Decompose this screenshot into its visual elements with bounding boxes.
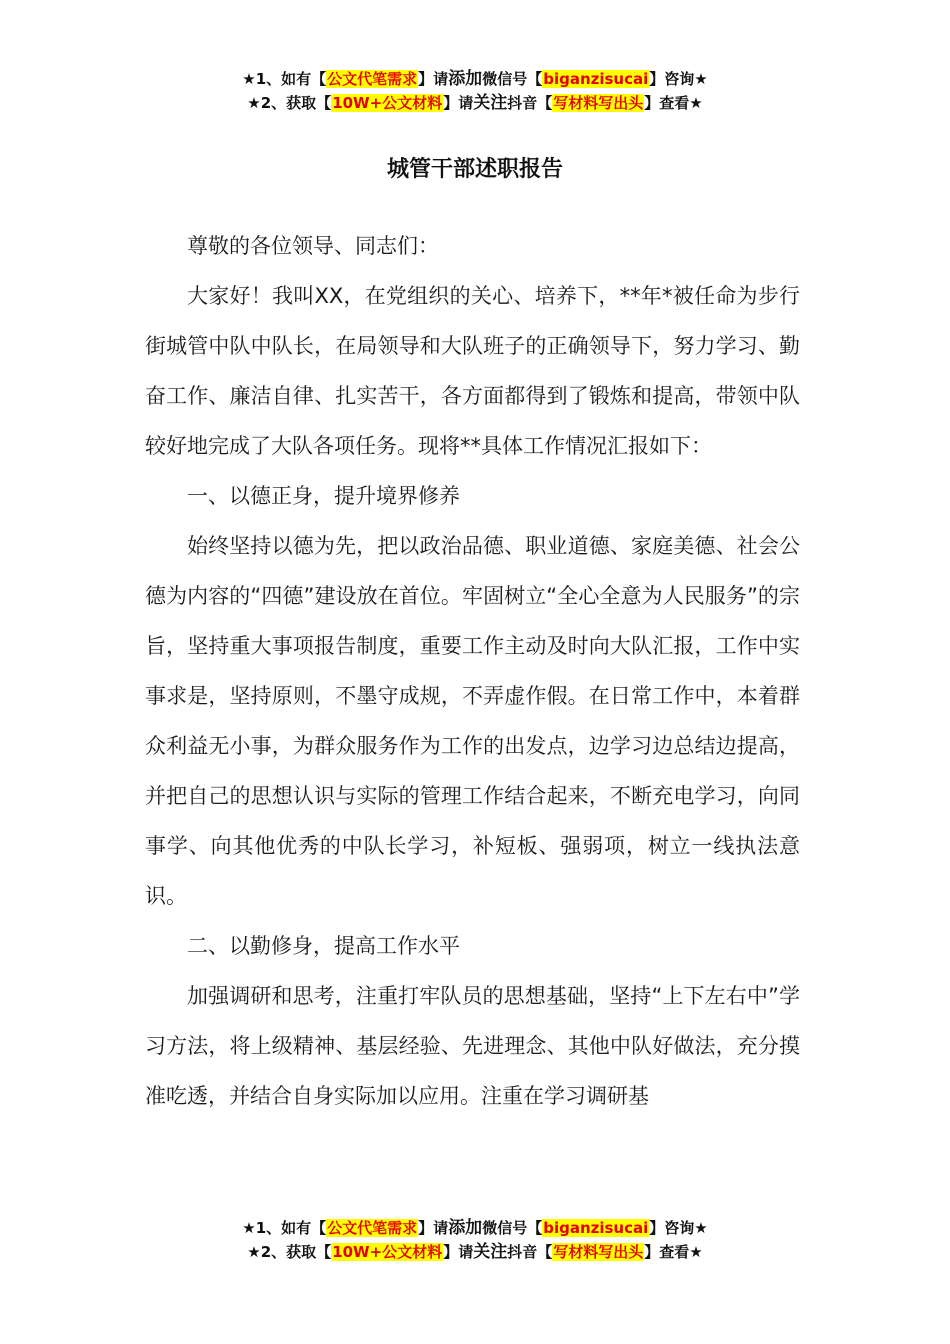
banner-text: 】请 (443, 94, 474, 112)
highlight-service: 公文代笔需求 (327, 1219, 418, 1237)
banner-emphasis: 添加 (448, 1218, 483, 1238)
banner-text: 】请 (418, 1219, 449, 1237)
highlight-materials: 10W+公文材料 (332, 1243, 443, 1261)
paragraph-section-1: 始终坚持以德为先，把以政治品德、职业道德、家庭美德、社会公德为内容的“四德”建设放在首位。牢固树立“全心全意为人民服务”的宗旨，坚持重大事项报告制度，重要工作主动及时向大队汇报，工作中实事求是，坚持原则，不墨守成规，不弄虚作假。在日常工作中，本着群众利益无小事，为群众服务作为工作的出发点，边学习边总结边提高，并把自己的思想认识与实际的管理工作结合起来，不断充电学习，向同事学、向其他优秀的中队长学习，补短板、强弱项，树立一线执法意识。 (145, 534, 800, 908)
banner-line-2 (0, 1240, 950, 1264)
footer-banner (0, 1216, 950, 1264)
section-heading-2: 二、以勤修身，提高工作水平 (187, 934, 460, 958)
banner-text: 】咨询★ (649, 1219, 708, 1237)
banner-line-1 (0, 67, 950, 91)
banner-text: 微信号【 (482, 1219, 543, 1237)
banner-text: ★2、获取【 (247, 94, 332, 112)
banner-text: 】请 (418, 70, 449, 88)
highlight-wechat-id: biganzisucai (543, 1219, 649, 1237)
highlight-douyin-id: 写材料写出头 (553, 1243, 644, 1261)
banner-text: ★1、如有【 (242, 1219, 327, 1237)
banner-text: 抖音【 (507, 1243, 553, 1261)
highlight-materials: 10W+公文材料 (332, 94, 443, 112)
banner-text: 】请 (443, 1243, 474, 1261)
document-body (145, 221, 800, 1121)
banner-text: 】查看★ (644, 1243, 703, 1261)
highlight-wechat-id: biganzisucai (543, 70, 649, 88)
highlight-service: 公文代笔需求 (327, 70, 418, 88)
header-banner (0, 67, 950, 115)
section-heading-1: 一、以德正身，提升境界修养 (187, 484, 460, 508)
banner-emphasis: 关注 (473, 93, 508, 113)
banner-text: ★2、获取【 (247, 1243, 332, 1261)
banner-emphasis: 添加 (448, 69, 483, 89)
banner-emphasis: 关注 (473, 1242, 508, 1262)
highlight-douyin-id: 写材料写出头 (553, 94, 644, 112)
document-title: 城管干部述职报告 (386, 157, 563, 182)
paragraph-section-2: 加强调研和思考，注重打牢队员的思想基础，坚持“上下左右中”学习方法，将上级精神、基层经验、先进理念、其他中队好做法，充分摸准吃透，并结合自身实际加以应用。注重在学习调研基 (145, 984, 800, 1108)
banner-text: ★1、如有【 (242, 70, 327, 88)
banner-text: 】查看★ (644, 94, 703, 112)
salutation: 尊敬的各位领导、同志们： (187, 234, 439, 258)
banner-text: 抖音【 (507, 94, 553, 112)
paragraph-intro: 大家好！我叫XX，在党组织的关心、培养下，**年*被任命为步行街城管中队中队长，在局领导和大队班子的正确领导下，努力学习、勤奋工作、廉洁自律、扎实苦干，各方面都得到了锻炼和提高，带领中队较好地完成了大队各项任务。现将**具体工作情况汇报如下： (145, 284, 800, 458)
banner-line-1 (0, 1216, 950, 1240)
banner-text: 微信号【 (482, 70, 543, 88)
banner-text: 】咨询★ (649, 70, 708, 88)
banner-line-2 (0, 91, 950, 115)
